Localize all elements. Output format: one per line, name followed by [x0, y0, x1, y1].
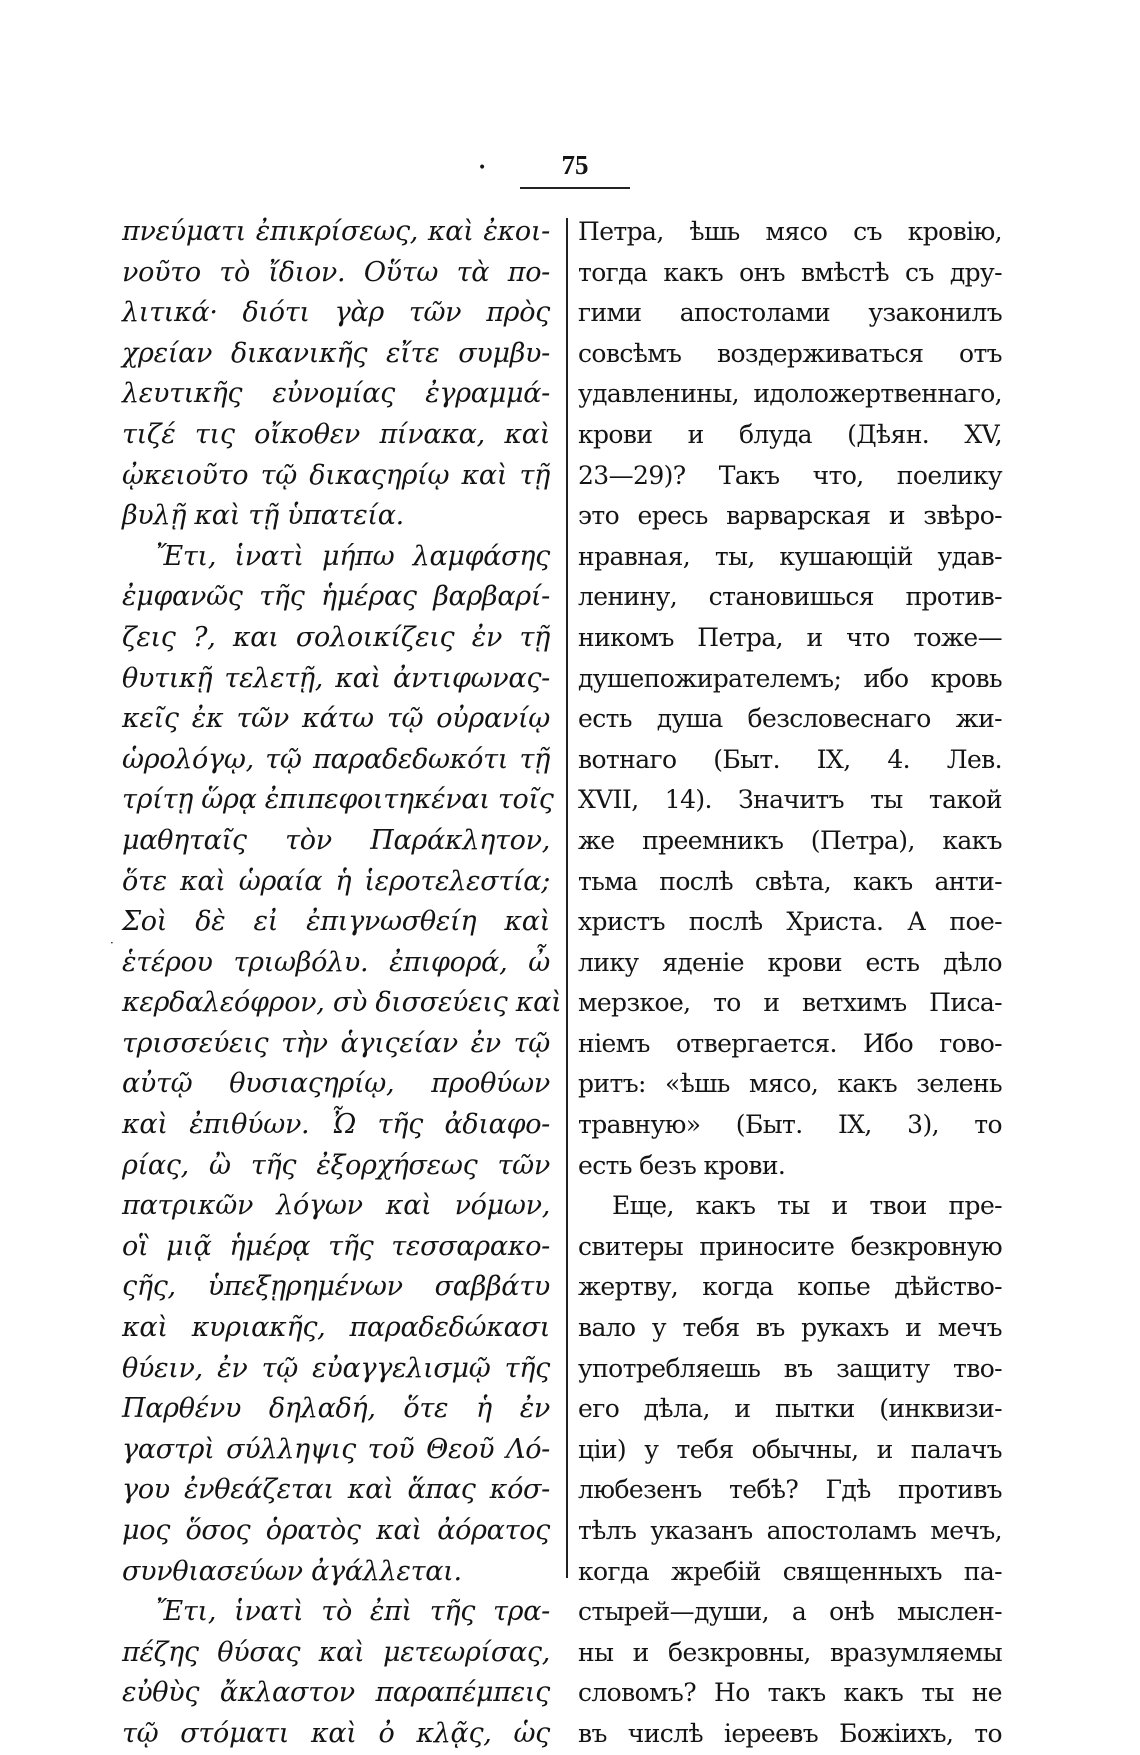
greek-line: συνθιασεύων ἀγάλλεται. [122, 1555, 462, 1587]
greek-line: οἳ μιᾷ ἡμέρᾳ τῆς τεσσαρακο- [122, 1230, 550, 1262]
greek-line: θύειν, ἐν τῷ εὐαγγελισμῷ τῆς [122, 1352, 550, 1384]
russian-line: тьма послѣ свѣта, какъ анти- [578, 866, 1002, 896]
greek-line: γου ἐνθεάζεται καὶ ἅπας κόσ- [122, 1474, 550, 1506]
greek-line: κεῖς ἐκ τῶν κάτω τῷ οὐρανίῳ [122, 703, 550, 735]
russian-line: 23—29)? Такъ что, поелику [578, 460, 1002, 490]
greek-line: μος ὅσος ὁρατὸς καὶ ἀόρατος [122, 1515, 550, 1546]
russian-line: лику яденіе крови есть дѣло [578, 947, 1002, 977]
russian-line: словомъ? Но такъ какъ ты не [578, 1678, 1002, 1708]
greek-line: Ἔτι, ἱνατὶ μήπω λαμφάσης [156, 540, 550, 572]
greek-line: λευτικῆς εὐνομίας ἐγραμμά- [122, 378, 550, 410]
greek-line: εὐθὺς ἄκλαστον παραπέμπεις [122, 1677, 550, 1709]
greek-line: τρίτῃ ὥρᾳ ἐπιπεφοιτηκέναι τοῖς [122, 784, 554, 816]
russian-column [578, 212, 1002, 1748]
greek-line: ςῆς, ὑπεξῃρημένων σαββάτυ [122, 1271, 550, 1303]
russian-line: вало у тебя въ рукахъ и мечъ [578, 1313, 1002, 1343]
column-divider [566, 218, 568, 1578]
russian-line: совсѣмъ воздерживаться отъ [578, 338, 1002, 368]
greek-line: Παρθένυ δηλαδή, ὅτε ἡ ἐν [122, 1393, 550, 1425]
greek-line: πέζης θύσας καὶ μετεωρίσας, [122, 1636, 550, 1668]
russian-line: есть душа безсловеснаго жи- [578, 704, 1002, 734]
greek-line: ἑτέρου τριωβόλυ. ἐπιφορά, ὦ [122, 946, 550, 978]
russian-line: нравная, ты, кушающій удав- [578, 541, 1002, 571]
russian-line: XVII, 14). Значитъ ты такой [578, 785, 1002, 815]
greek-line: αὐτῷ θυσιαςηρίῳ, προθύων [122, 1068, 550, 1100]
margin-mark: · [110, 936, 114, 950]
greek-line: ρίας, ὢ τῆς ἐξορχήσεως τῶν [122, 1149, 550, 1181]
russian-line: есть безъ крови. [578, 1150, 786, 1180]
greek-line: ἐμφανῶς τῆς ἡμέρας βαρβαρί- [122, 581, 550, 613]
russian-line: когда жребій священныхъ па- [578, 1556, 1002, 1586]
greek-column [122, 212, 562, 1749]
russian-line: никомъ Петра, и что тоже— [578, 622, 1002, 652]
page-number-rule [520, 187, 630, 189]
greek-line: πατρικῶν λόγων καὶ νόμων, [122, 1190, 550, 1222]
russian-line: ніемъ отвергается. Ибо гово- [578, 1028, 1002, 1058]
greek-line: λιτικά· διότι γὰρ τῶν πρὸς [122, 297, 550, 329]
greek-line: νοῦτο τὸ ἴδιον. Οὕτω τὰ πο- [122, 256, 550, 288]
greek-line: μαθηταῖς τὸν Παράκλητον, [122, 824, 550, 856]
russian-line: Петра, ѣшь мясо съ кровію, [578, 217, 1002, 246]
russian-line: удавленины, идоложертвеннаго, [578, 379, 1002, 409]
russian-line: ны и безкровны, вразумляемы [578, 1637, 1002, 1667]
greek-line: τρισσεύεις τὴν ἁγιςείαν ἐν τῷ [122, 1027, 550, 1059]
greek-line: τῷ στόματι καὶ ὀ κλᾷς, ὡς [122, 1717, 550, 1749]
russian-line: христъ послѣ Христа. А пое- [578, 907, 1002, 937]
russian-line: мерзкое, то и ветхимъ Писа- [578, 988, 1002, 1018]
page-number: 75 [561, 150, 589, 180]
russian-line: въ числѣ іереевъ Божіихъ, то [578, 1718, 1002, 1748]
russian-line: вотнаго (Быт. IX, 4. Лев. [578, 744, 1002, 774]
russian-line: ленину, становишься против- [578, 582, 1002, 612]
russian-line: крови и блуда (Дѣян. XV, [578, 419, 1002, 449]
russian-line: ціи) у тебя обычны, и палачъ [578, 1434, 1002, 1464]
russian-line: свитеры приносите безкровную [578, 1231, 1002, 1261]
russian-line: душепожирателемъ; ибо кровь [578, 663, 1002, 693]
russian-line: его дѣла, и пытки (инквизи- [578, 1394, 1002, 1424]
russian-line: употребляешь въ защиту тво- [578, 1353, 1002, 1383]
russian-line: тѣлъ указанъ апостоламъ мечъ, [578, 1516, 1002, 1545]
greek-line: τιζέ τις οἴκοθεν πίνακα, καὶ [122, 418, 550, 450]
greek-line: πνεύματι ἐπικρίσεως, καὶ ἐκοι- [122, 216, 550, 247]
greek-line: κερδαλεόφρον, σὺ δισσεύεις καὶ [122, 987, 562, 1019]
greek-line: καὶ κυριακῆς, παραδεδώκασι [122, 1312, 550, 1344]
russian-line: Еще, какъ ты и твои пре- [612, 1191, 1002, 1221]
greek-line: Σοὶ δὲ εἰ ἐπιγνωσθείη καὶ [122, 906, 550, 938]
russian-line: тогда какъ онъ вмѣстѣ съ дру- [578, 257, 1002, 287]
russian-line: травную» (Быт. IX, 3), то [578, 1110, 1002, 1140]
russian-line: это ересь варварская и звѣро- [578, 501, 1002, 531]
russian-line: же преемникъ (Петра), какъ [578, 825, 1002, 855]
greek-line: γαστρὶ σύλληψις τοῦ Θεοῦ Λό- [122, 1433, 550, 1465]
greek-line: βυλῇ καὶ τῇ ὑπατεία. [122, 500, 404, 532]
russian-line: гими апостолами узаконилъ [578, 298, 1002, 328]
russian-line: любезенъ тебѣ? Гдѣ противъ [578, 1475, 1002, 1505]
decorative-dot: • [478, 160, 487, 176]
russian-line: ритъ: «ѣшь мясо, какъ зелень [578, 1069, 1002, 1099]
greek-line: χρείαν δικανικῆς εἴτε συμβυ- [122, 337, 550, 369]
greek-line: Ἔτι, ἱνατὶ τὸ ἐπὶ τῆς τρα- [156, 1596, 550, 1628]
russian-line: жертву, когда копье дѣйство- [578, 1272, 1002, 1302]
greek-line: καὶ ἐπιθύων. Ὦ τῆς ἀδιαφο- [122, 1109, 550, 1141]
russian-line: стырей—души, а онѣ мыслен- [578, 1597, 1002, 1627]
greek-line: ζεις ?, και σολοικίζεις ἐν τῇ [122, 621, 550, 653]
greek-line: ᾠκειοῦτο τῷ δικαςηρίῳ καὶ τῇ [122, 459, 550, 491]
greek-line: ὅτε καὶ ὡραία ἡ ἱεροτελεστία; [122, 865, 550, 897]
greek-line: θυτικῇ τελετῇ, καὶ ἀντιφωνας- [122, 662, 550, 694]
greek-line: ὡρολόγῳ, τῷ παραδεδωκότι τῇ [122, 743, 550, 775]
